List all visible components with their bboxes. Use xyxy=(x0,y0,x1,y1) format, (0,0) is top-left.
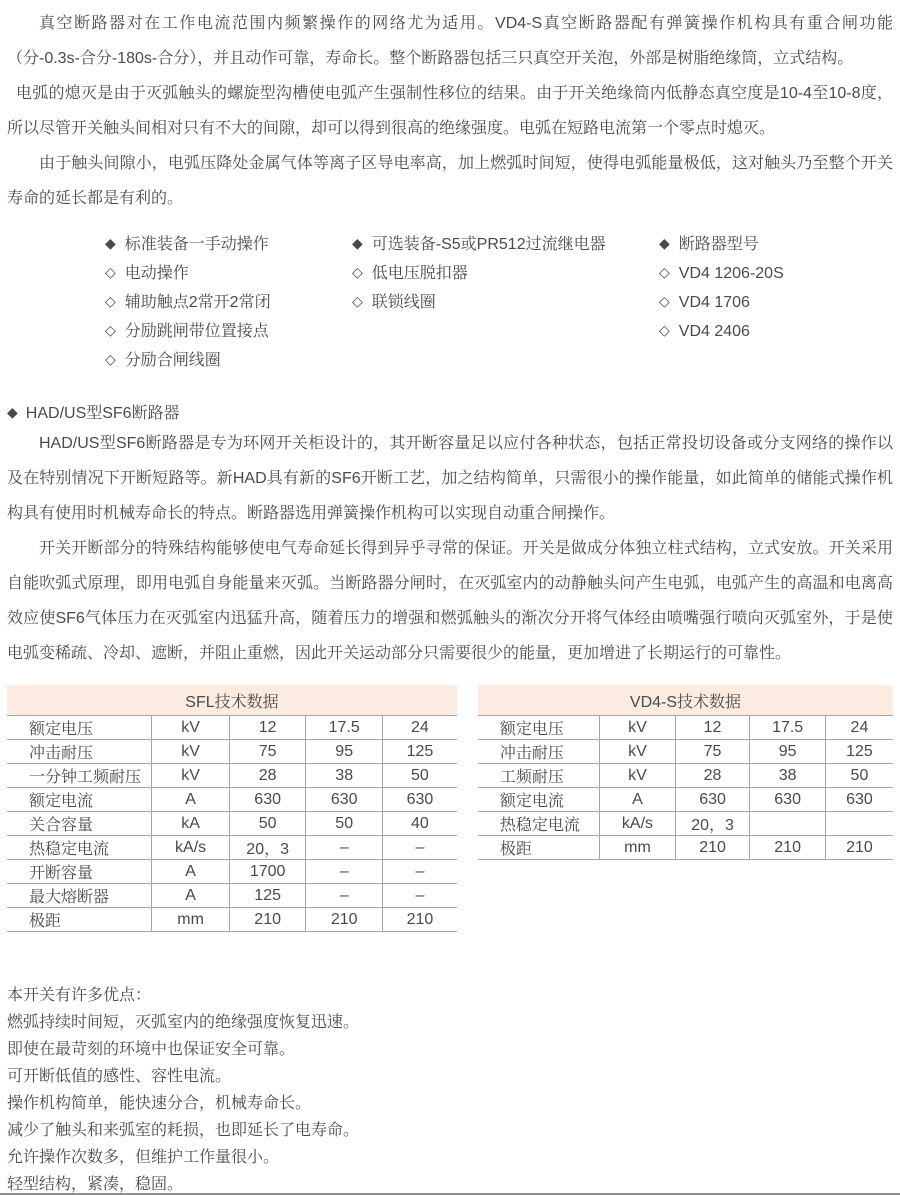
value-cell: 630 xyxy=(750,788,826,812)
value-cell: – xyxy=(306,884,382,908)
param-name-cell: 一分钟工频耐压 xyxy=(7,764,152,788)
list-item xyxy=(105,230,352,259)
value-cell: 210 xyxy=(675,836,750,860)
value-cell: 50 xyxy=(306,812,382,836)
value-cell: 630 xyxy=(825,788,893,812)
table-row xyxy=(478,740,893,764)
param-name-cell: 热稳定电流 xyxy=(478,812,600,836)
standard-equipment-list xyxy=(105,230,352,375)
list-item-label: VD4 1206-20S xyxy=(678,265,784,282)
list-item xyxy=(352,230,659,259)
table-row xyxy=(7,716,457,740)
value-cell: 210 xyxy=(306,908,382,932)
value-cell xyxy=(750,812,826,836)
diamond-hollow-icon: ◇ xyxy=(659,264,670,280)
unit-cell: kA/s xyxy=(152,836,229,860)
sf6-section-heading xyxy=(7,401,893,426)
list-item xyxy=(659,317,784,346)
table-row xyxy=(478,716,893,740)
unit-cell: mm xyxy=(600,836,676,860)
value-cell xyxy=(825,812,893,836)
unit-cell: A xyxy=(600,788,676,812)
value-cell: 630 xyxy=(675,788,750,812)
param-name-cell: 额定电流 xyxy=(7,788,152,812)
param-name-cell: 关合容量 xyxy=(7,812,152,836)
intro-paragraph-1: 真空断路器对在工作电流范围内频繁操作的网络尤为适用。VD4-S真空断路器配有弹簧操作机构具有重合闸功能（分-0.3s-合分-180s-合分），并且动作可靠，寿命长。整个断路器包括三只真空开关泡，外部是树脂绝缘筒，立式结构。 xyxy=(7,15,893,67)
value-cell: 630 xyxy=(306,788,382,812)
value-cell: 210 xyxy=(750,836,826,860)
diamond-hollow-icon: ◇ xyxy=(659,293,670,309)
param-name-cell: 额定电流 xyxy=(478,788,600,812)
value-cell: 210 xyxy=(825,836,893,860)
table-row xyxy=(478,764,893,788)
value-cell: 50 xyxy=(229,812,306,836)
list-item-label: 电动操作 xyxy=(124,265,189,282)
value-cell: 75 xyxy=(675,740,750,764)
value-cell: – xyxy=(306,860,382,884)
value-cell: 210 xyxy=(229,908,306,932)
param-name-cell: 冲击耐压 xyxy=(478,740,600,764)
table-row xyxy=(7,836,457,860)
value-cell: 24 xyxy=(825,716,893,740)
section-heading-label: HAD/US型SF6断路器 xyxy=(25,405,180,422)
unit-cell: A xyxy=(152,860,229,884)
value-cell: 95 xyxy=(750,740,826,764)
unit-cell: kV xyxy=(152,764,229,788)
table-row xyxy=(7,908,457,932)
unit-cell: kV xyxy=(600,764,676,788)
value-cell: 20，3 xyxy=(675,812,750,836)
table-title: SFL技术数据 xyxy=(7,685,457,716)
table-row xyxy=(7,788,457,812)
value-cell: 50 xyxy=(382,764,456,788)
diamond-filled-icon: ◆ xyxy=(105,235,116,251)
list-item xyxy=(659,230,784,259)
optional-equipment-list xyxy=(352,230,659,375)
param-name-cell: 开断容量 xyxy=(7,860,152,884)
list-item xyxy=(659,288,784,317)
value-cell: 28 xyxy=(229,764,306,788)
unit-cell: mm xyxy=(152,908,229,932)
value-cell: 24 xyxy=(382,716,456,740)
value-cell: 630 xyxy=(382,788,456,812)
value-cell: 17.5 xyxy=(306,716,382,740)
diamond-hollow-icon: ◇ xyxy=(352,264,363,280)
unit-cell: kA xyxy=(152,812,229,836)
value-cell: 17.5 xyxy=(750,716,826,740)
value-cell: 50 xyxy=(825,764,893,788)
value-cell: 75 xyxy=(229,740,306,764)
advantage-item: 轻型结构，紧凑，稳固。 xyxy=(7,1176,184,1193)
list-item xyxy=(352,288,659,317)
diamond-filled-icon: ◆ xyxy=(7,404,18,420)
advantage-item: 操作机构简单，能快速分合，机械寿命长。 xyxy=(7,1095,312,1112)
param-name-cell: 极距 xyxy=(478,836,600,860)
diamond-filled-icon: ◆ xyxy=(352,235,363,251)
param-name-cell: 额定电压 xyxy=(478,716,600,740)
param-name-cell: 最大熔断器 xyxy=(7,884,152,908)
unit-cell: kV xyxy=(600,716,676,740)
list-item-label: 低电压脱扣器 xyxy=(371,265,468,282)
value-cell: 210 xyxy=(382,908,456,932)
table-row xyxy=(7,884,457,908)
value-cell: 125 xyxy=(229,884,306,908)
value-cell: 12 xyxy=(675,716,750,740)
diamond-hollow-icon: ◇ xyxy=(659,322,670,338)
equipment-options-section xyxy=(105,230,893,375)
list-item-label: VD4 2406 xyxy=(678,323,750,340)
list-item-label: 分励合闸线圈 xyxy=(124,352,221,369)
param-name-cell: 热稳定电流 xyxy=(7,836,152,860)
value-cell: 1700 xyxy=(229,860,306,884)
param-name-cell: 工频耐压 xyxy=(478,764,600,788)
unit-cell: kV xyxy=(152,740,229,764)
advantages-section xyxy=(7,982,893,1195)
vd4s-data-table xyxy=(478,685,893,860)
unit-cell: kV xyxy=(152,716,229,740)
unit-cell: A xyxy=(152,884,229,908)
param-name-cell: 极距 xyxy=(7,908,152,932)
table-row xyxy=(7,740,457,764)
list-item-label: 辅助触点2常开2常闭 xyxy=(124,294,271,311)
list-item xyxy=(105,346,352,375)
value-cell: 125 xyxy=(825,740,893,764)
unit-cell: kV xyxy=(600,740,676,764)
diamond-hollow-icon: ◇ xyxy=(105,351,116,367)
list-item-label: VD4 1706 xyxy=(678,294,750,311)
sf6-paragraph-1: HAD/US型SF6断路器是专为环网开关柜设计的，其开断容量足以应付各种状态，包括正常投切设备或分支网络的操作以及在特别情况下开断短路等。新HAD具有新的SF6开断工艺，加之结构简单，只需很小的操作能量，如此简单的储能式操作机构具有使用时机械寿命长的特点。断路器选用弹簧操作机构可以实现自动重合闸操作。 xyxy=(7,435,893,522)
unit-cell: A xyxy=(152,788,229,812)
list-item-label: 标准装备一手动操作 xyxy=(124,236,269,253)
table-row xyxy=(478,788,893,812)
sf6-paragraph-2: 开关开断部分的特殊结构能够使电气寿命延长得到异乎寻常的保证。开关是做成分体独立柱式结构，立式安放。开关采用自能吹弧式原理，即用电弧自身能量来灭弧。当断路器分闸时，在灭弧室内的动静触头问产生电弧，电弧产生的高温和电离高效应使SF6气体压力在灭弧室内迅猛升高，随着压力的增强和燃弧触头的渐次分开将气体经由喷嘴强行喷向灭弧室外，于是使电弧变稀疏、冷却、遮断，并阻止重燃，因此开关运动部分只需要很少的能量，更加增进了长期运行的可靠性。 xyxy=(7,540,893,662)
list-item-label: 可选装备-S5或PR512过流继电器 xyxy=(371,236,606,253)
value-cell: 20，3 xyxy=(229,836,306,860)
value-cell: – xyxy=(306,836,382,860)
list-item xyxy=(105,259,352,288)
list-item-label: 断路器型号 xyxy=(678,236,759,253)
sfl-data-table xyxy=(7,685,457,932)
value-cell: 12 xyxy=(229,716,306,740)
advantage-item: 减少了触头和来弧室的耗损，也即延长了电寿命。 xyxy=(7,1122,360,1139)
table-row xyxy=(7,860,457,884)
value-cell: 630 xyxy=(229,788,306,812)
advantages-heading: 本开关有许多优点： xyxy=(7,987,152,1004)
table-title: VD4-S技术数据 xyxy=(478,685,893,716)
list-item xyxy=(352,259,659,288)
value-cell: – xyxy=(382,836,456,860)
diamond-hollow-icon: ◇ xyxy=(105,264,116,280)
diamond-hollow-icon: ◇ xyxy=(352,293,363,309)
diamond-filled-icon: ◆ xyxy=(659,235,670,251)
diamond-hollow-icon: ◇ xyxy=(105,322,116,338)
param-name-cell: 冲击耐压 xyxy=(7,740,152,764)
list-item-label: 联锁线圈 xyxy=(371,294,436,311)
value-cell: 38 xyxy=(306,764,382,788)
advantage-item: 可开断低值的感性、容性电流。 xyxy=(7,1068,232,1085)
value-cell: 125 xyxy=(382,740,456,764)
list-item-label: 分励跳闸带位置接点 xyxy=(124,323,269,340)
intro-paragraph-2: 电弧的熄灭是由于灭弧触头的螺旋型沟槽使电弧产生强制性移位的结果。由于开关绝缘筒内低静态真空度是10-4至10-8度，所以尽管开关触头间相对只有不大的间隙，却可以得到很高的绝缘强度。电弧在短路电流第一个零点时熄灭。 xyxy=(7,85,893,137)
table-header-row xyxy=(7,685,457,716)
advantage-item: 燃弧持续时间短，灭弧室内的绝缘强度恢复迅速。 xyxy=(7,1014,360,1031)
advantage-item: 允许操作次数多，但维护工作量很小。 xyxy=(7,1149,280,1166)
list-item xyxy=(105,317,352,346)
advantage-item: 即使在最苛刻的环境中也保证安全可靠。 xyxy=(7,1041,296,1058)
table-row xyxy=(478,836,893,860)
param-name-cell: 额定电压 xyxy=(7,716,152,740)
table-header-row xyxy=(478,685,893,716)
intro-paragraph-3: 由于触头间隙小，电弧压降处金属气体等离子区导电率高，加上燃弧时间短，使得电弧能量极低，这对触头乃至整个开关寿命的延长都是有利的。 xyxy=(7,155,893,207)
value-cell: – xyxy=(382,884,456,908)
table-row xyxy=(478,812,893,836)
spec-tables-section xyxy=(7,685,893,932)
value-cell: 28 xyxy=(675,764,750,788)
list-item xyxy=(105,288,352,317)
value-cell: 38 xyxy=(750,764,826,788)
value-cell: 40 xyxy=(382,812,456,836)
unit-cell: kA/s xyxy=(600,812,676,836)
value-cell: 95 xyxy=(306,740,382,764)
table-row xyxy=(7,812,457,836)
value-cell: – xyxy=(382,860,456,884)
list-item xyxy=(659,259,784,288)
breaker-models-list xyxy=(659,230,784,375)
table-row xyxy=(7,764,457,788)
diamond-hollow-icon: ◇ xyxy=(105,293,116,309)
